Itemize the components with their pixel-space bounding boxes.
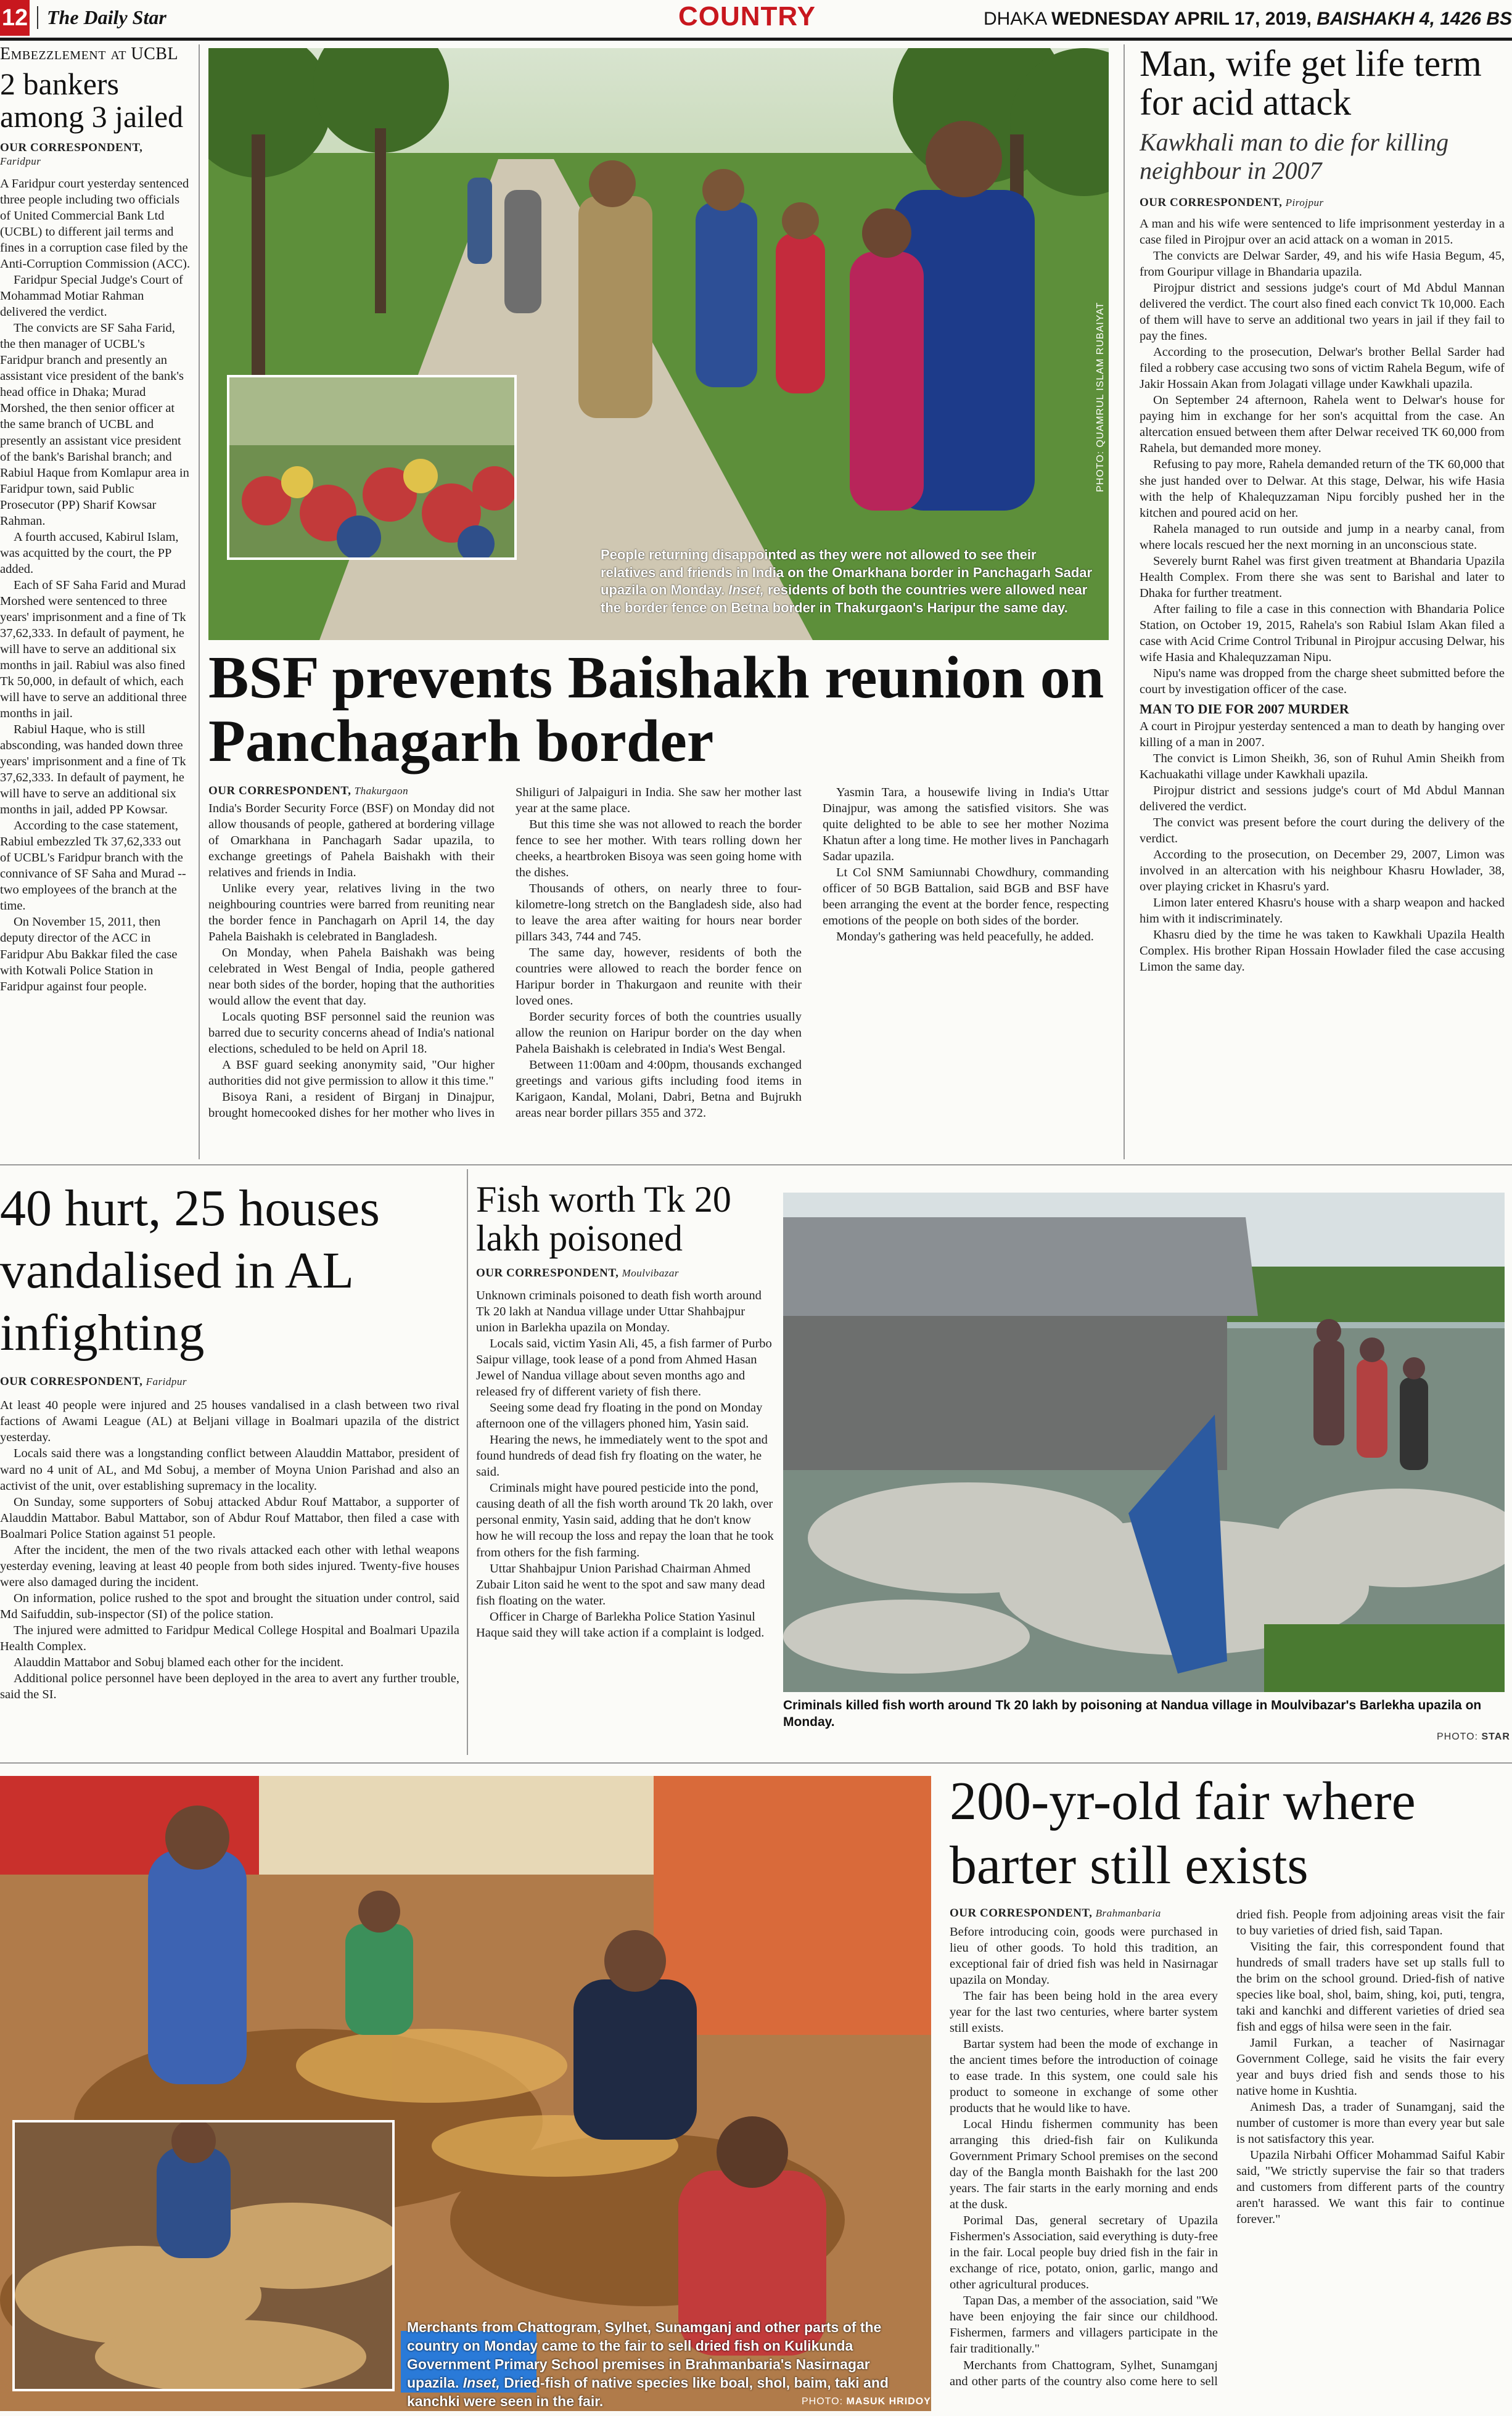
story-headline[interactable]: BSF prevents Baishakh reunion on Panchagarh border [208,646,1104,775]
inset-betna-border-photo [227,375,517,560]
story-body [1140,216,1505,975]
dateline-header [984,9,1512,30]
story-paragraph: Before introducing coin, goods were purchased in lieu of other goods. To hold this tradition, an exceptional fair of dried fish was held in Nasirnagar upazila on Monday. [950,1925,1218,1987]
caption-inset-text: residents of both the countries were allowed near the border fence on Betna border in Thakurgaon's Haripur the same day. [601,582,1088,615]
column-rule [199,44,200,1159]
story-paragraph: India's Border Security Force (BSF) on Monday did not allow thousands of people, gathered at bordering village of Omarkhana in Panchagarh Sadar upazila, to exchange greetings of Pahela Baishakh with their relatives and friends in India. [208,801,495,879]
byline-name: OUR CORRESPONDENT, [208,784,351,797]
story-headline[interactable]: 200-yr-old fair where barter still exists [950,1772,1416,1896]
story-byline [950,1907,1218,1920]
byline-name: OUR CORRESPONDENT, [476,1267,619,1280]
story-body [0,176,191,995]
story-headline[interactable]: Man, wife get life term for acid attack [1140,44,1482,123]
story-paragraph: On September 24 afternoon, Rahela went to Delwar's house for paying him in exchange for her son's acquittal from the case. An altercation ensued between them after Delwar received TK 60,000 from Rahela, but demanded more money. [1140,393,1505,456]
story-paragraph: Pirojpur district and sessions judge's court of Md Abdul Mannan delivered the verdict. The court also fined each convict Tk 10,000. Each of them will have to serve an additional two years in jail if they fail to pay the fines. [1140,281,1505,343]
story-paragraph: Upazila Nirbahi Officer Mohammad Saiful Kabir said, "We strictly supervise the fair so that traders and customers from different parts of the country aren't harassed. We want this fair to continue forever." [1236,2148,1505,2227]
story-body [208,784,1109,1130]
section-rule [0,1164,1512,1165]
page-number: 12 [0,0,30,36]
story-paragraph: Uttar Shahbajpur Union Parishad Chairman Ahmed Zubair Liton said he went to the spot and saw many dead fish floating on the water. [476,1561,765,1608]
story-paragraphs [950,1907,1505,2400]
story-paragraph: Local Hindu fishermen community has been arranging this dried-fish fair on Kulikunda Government Primary School premises on the second day of the Bangla month Baishakh for the last 200 years. The fair starts in the early morning and ends at the dusk. [950,2118,1218,2212]
story-paragraph: A BSF guard seeking anonymity said, "Our higher authorities did not give permission to allow it this time." [208,1058,495,1088]
byline-name: OUR CORRESPONDENT, [1140,196,1283,209]
credit-name: STAR [1481,1732,1510,1742]
story-paragraph: Khasru died by the time he was taken to Kawkhali Upazila Health Complex. His brother Ripan Hossain Howlader filed the case accusing Limon the same day. [1140,928,1505,974]
story-fair [950,1770,1505,2411]
story-paragraph: According to the case statement, Rabiul embezzled Tk 37,62,333 out of UCBL's Faridpur branch with the connivance of SF Saha and Murad -- two employees of the branch at the time. [0,819,186,913]
story-body [0,1397,459,1703]
story-paragraph: Refusing to pay more, Rahela demanded return of the TK 60,000 that she just handed over to Delwar. At this stage, Delwar, his wife Hasia with the help of Khalequzzaman Nipu forcibly pushed her in the kitchen and poured acid on her. [1140,458,1505,520]
story-paragraph: Lt Col SNM Samiunnabi Chowdhury, commanding officer of 50 BGB Battalion, said BGB and BSF have been arranging the event at the border fence, respecting emotions of the people on both sides of the border. [823,865,1109,928]
story-paragraphs [208,784,1109,1130]
story-paragraph: A fourth accused, Kabirul Islam, was acquitted by the court, the PP added. [0,530,179,576]
story-paragraph: Bartar system had been the mode of exchange in the ancient times before the introduction of coinage to ease trade. In this system, one could sale his product to someone in exchange of some other products that he would like to have. [950,2037,1218,2115]
story-al [0,1172,459,1757]
caption-text: People returning disappointed as they were not allowed to see their relatives and friends in India on the Omarkhana border in Panchagarh Sadar upazila on Monday. [601,547,1093,598]
story-fish [476,1172,776,1757]
header-bangla-date: BAISHAKH 4, 1426 BS [1317,9,1512,29]
fish-photo-credit [1437,1732,1510,1743]
story-paragraph: After failing to file a case in this connection with Bhandaria Police Station, on October 19, 2015, Rahela's son Rabiul Islam Akan filed a case with Acid Crime Control Tribunal in Pirojpur accusing Delwar, his wife Hasia and Khalequzzaman Nipu. [1140,602,1505,664]
story-headline[interactable]: 2 bankers among 3 jailed [0,67,184,134]
story-paragraph: Monday's gathering was held peacefully, he added. [836,930,1094,944]
story-paragraph: Rabiul Haque, who is still absconding, was handed down three years' imprisonment and a fine of Tk 37,62,333. In default of payment, he will have to serve an additional six months in jail, added PP Kowsar. [0,723,186,817]
bsf-photo-caption [601,546,1094,617]
byline-dateline: Pirojpur [1285,197,1324,208]
story-paragraph: At least 40 people were injured and 25 houses vandalised in a clash between two rival factions of Awami League (AL) at Beljani village in Boalmari upazila of the district yesterday. [0,1399,459,1445]
story-paragraph: The convict was present before the court during the delivery of the verdict. [1140,816,1505,846]
story-paragraph: Locals quoting BSF personnel said the reunion was barred due to security concerns ahead of India's national elections, scheduled to be held on April 18. [208,1010,495,1056]
story-byline [1140,196,1505,210]
story-paragraph: Hearing the news, he immediately went to the spot and found hundreds of dead fish fry floating on the water, he said. [476,1433,768,1479]
story-paragraph: The same day, however, residents of both the countries were allowed to reach the border fence on Haripur border in Thakurgaon and reunite with their loved ones. [516,946,802,1008]
story-paragraph: But this time she was not allowed to reach the border fence to see her mother. With tears rolling down her cheeks, a heartbroken Bisoya was seen going home with the dishes. [516,817,802,879]
byline-name: OUR CORRESPONDENT, [0,141,143,154]
story-paragraph: Thousands of others, on nearly three to four-kilometre-long stretch on the Bangladesh side, also had to leave the area after waiting for hours near border pillars 343, 744 and 745. [516,881,802,944]
story-paragraph: On Sunday, some supporters of Sobuj attacked Abdur Rouf Mattabor, a supporter of Alauddin Mattabor. Babul Mattabor, son of Abdur Rouf Mattabor, then filed a case with Boalmari Police Station against 51 people. [0,1495,459,1541]
dead-fish-pond-photo [783,1193,1505,1692]
story-paragraph: Pirojpur district and sessions judge's court of Md Abdul Mannan delivered the verdict. [1140,784,1505,814]
header-date: WEDNESDAY APRIL 17, 2019, [1051,9,1312,29]
story-paragraph: Between 11:00am and 4:00pm, thousands exchanged greetings and various gifts including food items in Karigaon, Kandal, Molani, Dabri, Betna and Bujrukh areas near border pillars 355 and 372. [516,1058,802,1120]
masthead-logo: The Daily Star [37,6,166,29]
header-city: DHAKA [983,9,1046,29]
story-body [950,1907,1505,2400]
story-byline [208,784,495,798]
story-paragraph: The convicts are Delwar Sarder, 49, and his wife Hasia Begum, 45, from Gouripur village in Bhandaria upazila. [1140,249,1505,279]
story-paragraph: Limon later entered Khasru's house with a sharp weapon and hacked him with it indiscriminately. [1140,896,1505,926]
column-rule [1124,44,1125,1159]
story-paragraph: On information, police rushed to the spot and brought the situation under control, said Md Saifuddin, sub-inspector (SI) of the police station. [0,1591,459,1621]
byline-dateline: Brahmanbaria [1095,1907,1161,1919]
page-header [0,0,1512,41]
story-paragraph: Officer in Charge of Barlekha Police Station Yasinul Haque said they will take action if a complaint is lodged. [476,1609,765,1640]
story-headline[interactable]: Fish worth Tk 20 lakh poisoned [476,1179,731,1259]
border-crowd-photo [208,48,1109,640]
story-paragraph: Alauddin Mattabor and Sobuj blamed each other for the incident. [14,1655,344,1669]
story-byline [0,141,191,168]
story-headline[interactable]: 40 hurt, 25 houses vandalised in AL infighting [0,1180,380,1362]
story-paragraph: Each of SF Saha Farid and Murad Morshed were sentenced to three years' imprisonment and a fine of Tk 37,62,333. In default of payment, he will have to serve an additional six months in jail. Rabiul was also fined Tk 50,000, in default of which, each will have to serve an additional three months in jail. [0,578,187,721]
story-paragraph: The convict is Limon Sheikh, 36, son of Ruhul Amin Sheikh from Kachuakathi village under Kawkhali upazila. [1140,752,1505,782]
story-byline [476,1267,776,1280]
byline-name: OUR CORRESPONDENT, [0,1375,143,1389]
story-bsf [208,646,1109,1158]
credit-name: MASUK HRIDOY [846,2396,931,2407]
byline-dateline: Faridpur [0,155,41,167]
story-paragraph: Porimal Das, general secretary of Upazila Fishermen's Association, said everything is duty-free in the fair. Local people buy dried fish in the fair in exchange of rice, potato, onion, garlic, mango and other agricultural produces. [950,2214,1218,2292]
byline-dateline: Moulvibazar [622,1267,680,1279]
section-rule [0,1762,1512,1764]
bsf-photo-credit: PHOTO: QUAMRUL ISLAM RUBAIYAT [1095,302,1106,492]
inset-fish-image [15,2122,395,2391]
story-paragraph: Faridpur Special Judge's Court of Mohammad Motiar Rahman delivered the verdict. [0,273,183,319]
credit-label: PHOTO: [802,2396,844,2407]
fish-photo-caption: Criminals killed fish worth around Tk 20 lakh by poisoning at Nandua village in Moulvibazar's Barlekha upazila on Monday. [783,1698,1482,1730]
story-paragraph: Unknown criminals poisoned to death fish worth around Tk 20 lakh at Nandua village under Uttar Shahbajpur union in Barlekha upazila on Monday. [476,1289,762,1335]
story-paragraph: Locals said there was a longstanding conflict between Alauddin Mattabor, president of ward no 4 unit of AL, and Md Sobuj, a member of Moyna Union Parishad and also an activist of the unit, over establishing supremacy in the locality. [0,1447,459,1493]
story-subhead: MAN TO DIE FOR 2007 MURDER [1140,701,1349,717]
story-paragraph: Visiting the fair, this correspondent found that hundreds of small traders have set up stalls full to the brim on the school ground. Dried-fish of native species like boal, shol, baim, shing, koi, puti, tengra, taki and kanchki and different varieties of dried sea fish and eggs of hilsa were seen in the fair. [1236,1939,1505,2034]
story-acid [1140,44,1505,1159]
story-paragraph: Border security forces of both the countries usually allow the reunion on Haripur border on the day when Pahela Baishakh is celebrated in India's West Bengal. [516,1010,802,1056]
story-paragraph: Unlike every year, relatives living in the two neighbouring countries were barred from reuniting near the border fence in Panchagarh on April 14, the day Pahela Baishakh is celebrated in Bangladesh. [208,881,495,944]
byline-dateline: Thakurgaon [354,784,409,797]
story-paragraph: The fair has been being hold in the area every year for the last two centuries, where barter system still exists. [950,1989,1218,2035]
story-paragraph: On Monday, when Pahela Baishakh was being celebrated in West Bengal of India, people gathered near both sides of the border, hoping that the authorities would allow the event that day. [208,946,495,1008]
byline-name: OUR CORRESPONDENT, [950,1906,1093,1920]
story-paragraph: A Faridpur court yesterday sentenced three people including two officials of United Commercial Bank Ltd (UCBL) to different jail terms and fines in a corruption case filed by the Anti-Corruption Commission (ACC). [0,177,191,271]
story-paragraph: Bisoya Rani, a resident of Birganj in Dinajpur, brought homecooked dishes for her mother who lives in Shiliguri of Jalpaiguri in India. She saw her mother last year at the same place. [208,785,802,1120]
story-body [476,1288,776,1641]
credit-label: PHOTO: [1437,1732,1479,1742]
caption-inset-label: Inset, [462,2374,500,2391]
story-paragraph: Tapan Das, a member of the association, said "We have been enjoying the fair since our childhood. Fishermen, farmers and villagers participate in the fair traditionally." [950,2294,1218,2356]
section-title: COUNTRY [678,1,816,31]
dried-fish-fair-photo [0,1776,931,2411]
fair-photo-credit [802,2396,931,2407]
inset-crowd-image [229,377,517,560]
story-paragraphs-2 [1140,718,1505,976]
story-paragraph: After the incident, the men of the two rivals attacked each other with lethal weapons yesterday evening, leaving at least 40 people from both sides injured. Twenty-five houses were also damaged during the incident. [0,1543,459,1589]
story-paragraph: According to the prosecution, on December 29, 2007, Limon was involved in an altercation with his neighbour Khasru Howlader, 38, over playing cricket in Khasru's yard. [1140,848,1505,894]
story-byline [0,1375,459,1389]
story-paragraph: Criminals might have poured pesticide into the pond, causing death of all the fish worth around Tk 20 lakh, over personal enmity, Yasin said, adding that he don't know how he will recoup the loss and repay the loan that he took from others for the fish farming. [476,1481,774,1559]
story-paragraph: Jamil Furkan, a teacher of Nasirnagar Government College, said he visits the fair every year and buys dried fish and sends those to his native home in Kushtia. [1236,2036,1505,2098]
story-paragraph: The convicts are SF Saha Farid, the then manager of UCBL's Faridpur branch and presently an assistant vice president of the bank's head office in Dhaka; Murad Morshed, the then senior officer at the same branch of UCBL and presently an assistant vice president of the bank's Barishal branch; and Rabiul Haque from Komlapur area in Faridpur town, said Public Prosecutor (PP) Sharif Kowsar Rahman. [0,321,189,528]
story-ucbl [0,44,191,1154]
story-kicker: Embezzlement at UCBL [0,44,179,64]
caption-inset-text: Dried-fish of native species like boal, shol, baim, taki and kanchki were seen in the fair. [407,2374,889,2409]
story-paragraph: Nipu's name was dropped from the charge sheet submitted before the court by investigation officer of the case. [1140,666,1505,696]
story-paragraph: Merchants from Chattogram, Sylhet, Sunamganj and other parts of the country also come here to sell dried fish. People from adjoining areas visit the fair to buy varieties of dried fish, said Tapan. [950,1907,1505,2388]
story-paragraph: Seeing some dead fry floating in the pond on Monday afternoon one of the villagers phoned him, Yasin said. [476,1401,763,1431]
story-paragraphs [1140,216,1505,697]
story-paragraph: Locals said, victim Yasin Ali, 45, a fish farmer of Purbo Saipur village, took lease of a pond from Ahmed Hasan Jewel of Nandua village about seven months ago and released fry of different variety of fish there. [476,1337,772,1399]
story-paragraph: Rahela managed to run outside and jump in a nearby canal, from where locals rescued her the next morning in an unconscious state. [1140,522,1505,552]
pond-image [783,1193,1505,1692]
story-paragraph: Additional police personnel have been deployed in the area to avert any further trouble, said the SI. [0,1671,459,1701]
story-paragraph: According to the prosecution, Delwar's brother Bellal Sarder had filed a robbery case accusing two sons of victim Rahela Begum, wife of Jakir Hossain Akan from Jolagati village under Kawkhali upazila. [1140,345,1505,392]
story-paragraph: A court in Pirojpur yesterday sentenced a man to death by hanging over killing of a man in 2007. [1140,719,1505,749]
story-paragraph: Severely burnt Rahel was first given treatment at Bhandaria Upazila Health Complex. From there she was sent to Barishal and later to Dhaka for further treatment. [1140,554,1505,600]
story-deck: Kawkhali man to die for killing neighbour in 2007 [1140,128,1449,184]
column-rule [467,1169,468,1755]
story-paragraph: Yasmin Tara, a housewife living in India's Uttar Dinajpur, was among the satisfied visitors. She was quite delighted to be able to see her mother Nozima Khatun after a long time. He mother lives in Panchagarh Sadar upazila. [823,785,1109,863]
inset-dried-fish-photo [12,2120,395,2391]
caption-text: Merchants from Chattogram, Sylhet, Sunamganj and other parts of the country on Monday came to the fair to sell dried fish on Kulikunda Government Primary School premises in Brahmanbaria's Nasirnagar upazila. [407,2319,882,2391]
story-paragraph: Animesh Das, a trader of Sunamganj, said the number of customer is more than every year but sale is not satisfactory this year. [1236,2100,1505,2147]
story-paragraph: On November 15, 2011, then deputy director of the ACC in Faridpur Abu Bakkar filed the case with Kotwali Police Station in Faridpur against four people. [0,915,178,993]
story-paragraph: A man and his wife were sentenced to life imprisonment yesterday in a case filed in Pirojpur over an acid attack on a woman in 2015. [1140,217,1505,247]
caption-inset-label: Inset, [728,582,764,598]
story-paragraph: The injured were admitted to Faridpur Medical College Hospital and Boalmari Upazila Health Complex. [0,1623,459,1653]
byline-dateline: Faridpur [146,1376,187,1388]
